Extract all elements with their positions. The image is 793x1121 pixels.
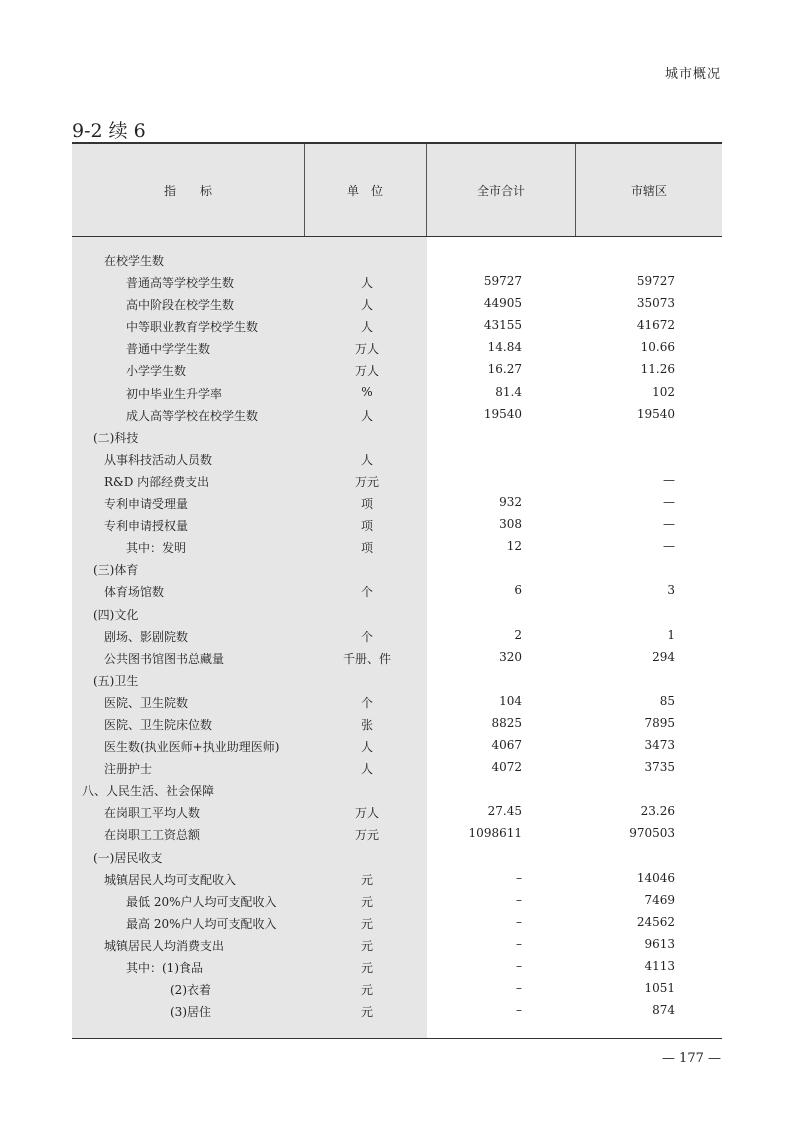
cell-indicator: 医院、卫生院床位数 [104,717,213,732]
cell-indicator: 城镇居民人均消费支出 [104,938,225,953]
cell-indicator: 注册护士 [104,762,153,777]
cell-indicator: (3)居住 [170,1005,211,1020]
header-cell-unit: 单 位 [346,183,383,198]
cell-city-total: 932 [499,495,522,510]
cell-indicator: (五)卫生 [93,673,139,688]
cell-indicator: 中等职业教育学校学生数 [126,320,259,335]
cell-indicator: 医生数(执业医师+执业助理医师) [104,740,280,755]
cell-city-total: 8825 [491,715,522,730]
cell-indicator: 专利申请受理量 [104,497,189,512]
table-row [72,823,722,845]
table-body [72,249,722,1022]
table-row [72,293,722,315]
cell-city-total: 81.4 [495,384,522,399]
cell-urban-district: 7469 [644,892,675,907]
cell-urban-district: 59727 [636,274,675,289]
cell-unit: 元 [360,938,373,953]
cell-city-total: 44905 [483,296,522,311]
cell-indicator: 从事科技活动人员数 [104,452,213,467]
cell-unit: 人 [360,740,373,755]
cell-city-total: – [516,892,522,907]
cell-unit: 人 [360,320,373,335]
cell-urban-district: 24562 [636,914,675,929]
cell-indicator: (2)衣着 [170,983,211,998]
cell-urban-district: 23.26 [640,804,675,819]
cell-city-total: – [516,936,522,951]
cell-unit: 个 [360,695,373,710]
table-row [72,426,722,448]
cell-indicator: 初中毕业生升学率 [126,386,223,401]
header-cell-city-total: 全市合计 [476,183,525,198]
cell-indicator: 普通高等学校学生数 [126,276,235,291]
cell-urban-district: — [663,472,675,487]
cell-city-total: 104 [499,693,522,708]
cell-unit: 万元 [354,828,379,843]
cell-urban-district: 7895 [644,715,675,730]
table-row [72,603,722,625]
cell-urban-district: — [663,495,675,510]
cell-unit: 元 [360,872,373,887]
table-row [72,978,722,1000]
cell-city-total: – [516,914,522,929]
cell-city-total: 43155 [483,318,522,333]
table-bottom-rule [72,1038,722,1039]
cell-city-total: – [516,959,522,973]
cell-indicator: 体育场馆数 [104,585,165,600]
cell-unit: 万人 [354,364,379,379]
cell-city-total: 2 [514,627,522,642]
cell-indicator: 专利申请授权量 [104,519,189,534]
table-row [72,912,722,934]
cell-unit: 元 [360,894,373,909]
table-row [72,890,722,912]
cell-urban-district: 3735 [644,760,675,775]
cell-unit: 元 [360,961,373,975]
cell-urban-district: — [663,539,675,554]
cell-unit: 千册、件 [342,651,391,666]
header-cell-indicator: 指 标 [163,183,212,198]
cell-urban-district: 4113 [644,959,675,973]
cell-indicator: (一)居民收支 [93,850,163,865]
table-row [72,315,722,337]
table-row [72,779,722,801]
table-row [72,846,722,868]
table-row [72,448,722,470]
cell-urban-district: 102 [652,384,675,399]
cell-indicator: 城镇居民人均可支配收入 [104,872,237,887]
cell-urban-district: 14046 [636,870,675,885]
cell-urban-district: 19540 [636,406,675,421]
header-separator [304,144,305,236]
cell-unit: 万人 [354,806,379,821]
table-row [72,359,722,381]
cell-city-total: 4067 [491,738,522,753]
table-row [72,625,722,647]
cell-city-total: 1098611 [468,826,522,841]
table-row [72,558,722,580]
cell-urban-district: 11.26 [640,362,675,377]
table-row [72,580,722,602]
table-row [72,669,722,691]
cell-city-total: – [516,981,522,996]
table-row [72,337,722,359]
cell-unit: 项 [360,497,373,512]
cell-indicator: 其中：发明 [126,541,187,556]
cell-indicator: (四)文化 [93,607,139,622]
table-row [72,404,722,426]
cell-unit: 万元 [354,474,379,489]
cell-city-total: 14.84 [487,340,522,355]
cell-unit: 人 [360,276,373,291]
page-number: — 177 — [661,1051,721,1066]
cell-urban-district: 3473 [644,738,675,753]
cell-indicator: 成人高等学校在校学生数 [126,408,259,423]
cell-urban-district: 85 [659,693,675,708]
cell-unit: 元 [360,1005,373,1020]
table-row [72,514,722,536]
cell-city-total: 4072 [491,760,522,775]
cell-urban-district: 294 [652,649,675,664]
table-row [72,382,722,404]
table-row [72,956,722,978]
cell-indicator: (二)科技 [93,430,139,445]
table-row [72,757,722,779]
cell-urban-district: 1051 [644,981,675,996]
cell-urban-district: 970503 [629,826,675,841]
cell-urban-district: 874 [652,1003,675,1018]
cell-city-total: 12 [506,539,522,554]
cell-indicator: 最高 20%户人均可支配收入 [126,916,277,931]
table-row [72,249,722,271]
cell-urban-district: 3 [667,583,675,598]
cell-indicator: 医院、卫生院数 [104,695,189,710]
table-row [72,492,722,514]
table-row [72,647,722,669]
cell-city-total: 19540 [483,406,522,421]
cell-city-total: 59727 [483,274,522,289]
cell-indicator: 小学学生数 [126,364,187,379]
cell-unit: 人 [360,408,373,423]
cell-indicator: 普通中学学生数 [126,342,211,357]
table-title: 9-2 续 6 [72,120,146,142]
table-row [72,801,722,823]
cell-urban-district: 10.66 [640,340,675,355]
cell-city-total: 320 [499,649,522,664]
cell-unit: 个 [360,629,373,644]
table-row [72,536,722,558]
cell-indicator: (三)体育 [93,563,139,578]
cell-unit: 元 [360,983,373,998]
table-row [72,1000,722,1022]
cell-indicator: 剧场、影剧院数 [104,629,189,644]
cell-indicator: 在校学生数 [104,254,165,268]
cell-city-total: 16.27 [487,362,522,377]
cell-indicator: 最低 20%户人均可支配收入 [126,894,277,909]
cell-urban-district: 41672 [636,318,675,333]
cell-city-total: 27.45 [487,804,522,819]
cell-indicator: 其中：(1)食品 [126,961,203,975]
running-header: 城市概况 [664,67,721,82]
cell-indicator: 在岗职工工资总额 [104,828,201,843]
cell-indicator: 高中阶段在校学生数 [126,298,235,313]
table-row [72,735,722,757]
cell-indicator: R&D 内部经费支出 [104,474,210,489]
cell-indicator: 在岗职工平均人数 [104,806,201,821]
cell-unit: 项 [360,519,373,534]
cell-unit: % [361,384,373,399]
cell-unit: 人 [360,452,373,467]
table-row [72,691,722,713]
header-separator [426,144,427,236]
cell-urban-district: 35073 [636,296,675,311]
cell-unit: 个 [360,585,373,600]
table-row [72,934,722,956]
cell-unit: 万人 [354,342,379,357]
cell-unit: 人 [360,298,373,313]
cell-indicator: 公共图书馆图书总藏量 [104,651,225,666]
cell-urban-district: 9613 [644,936,675,951]
cell-unit: 人 [360,762,373,777]
cell-unit: 项 [360,541,373,556]
cell-unit: 元 [360,916,373,931]
header-cell-urban-district: 市辖区 [630,183,667,198]
header-separator [575,144,576,236]
cell-urban-district: 1 [667,627,675,642]
cell-city-total: 308 [499,517,522,532]
table-row [72,713,722,735]
cell-indicator: 八、人民生活、社会保障 [82,784,215,799]
table-row [72,271,722,293]
table-row [72,868,722,890]
cell-city-total: – [516,1003,522,1018]
cell-urban-district: — [663,517,675,532]
table-row [72,470,722,492]
cell-city-total: 6 [514,583,522,598]
cell-unit: 张 [360,717,373,732]
cell-city-total: – [516,870,522,885]
